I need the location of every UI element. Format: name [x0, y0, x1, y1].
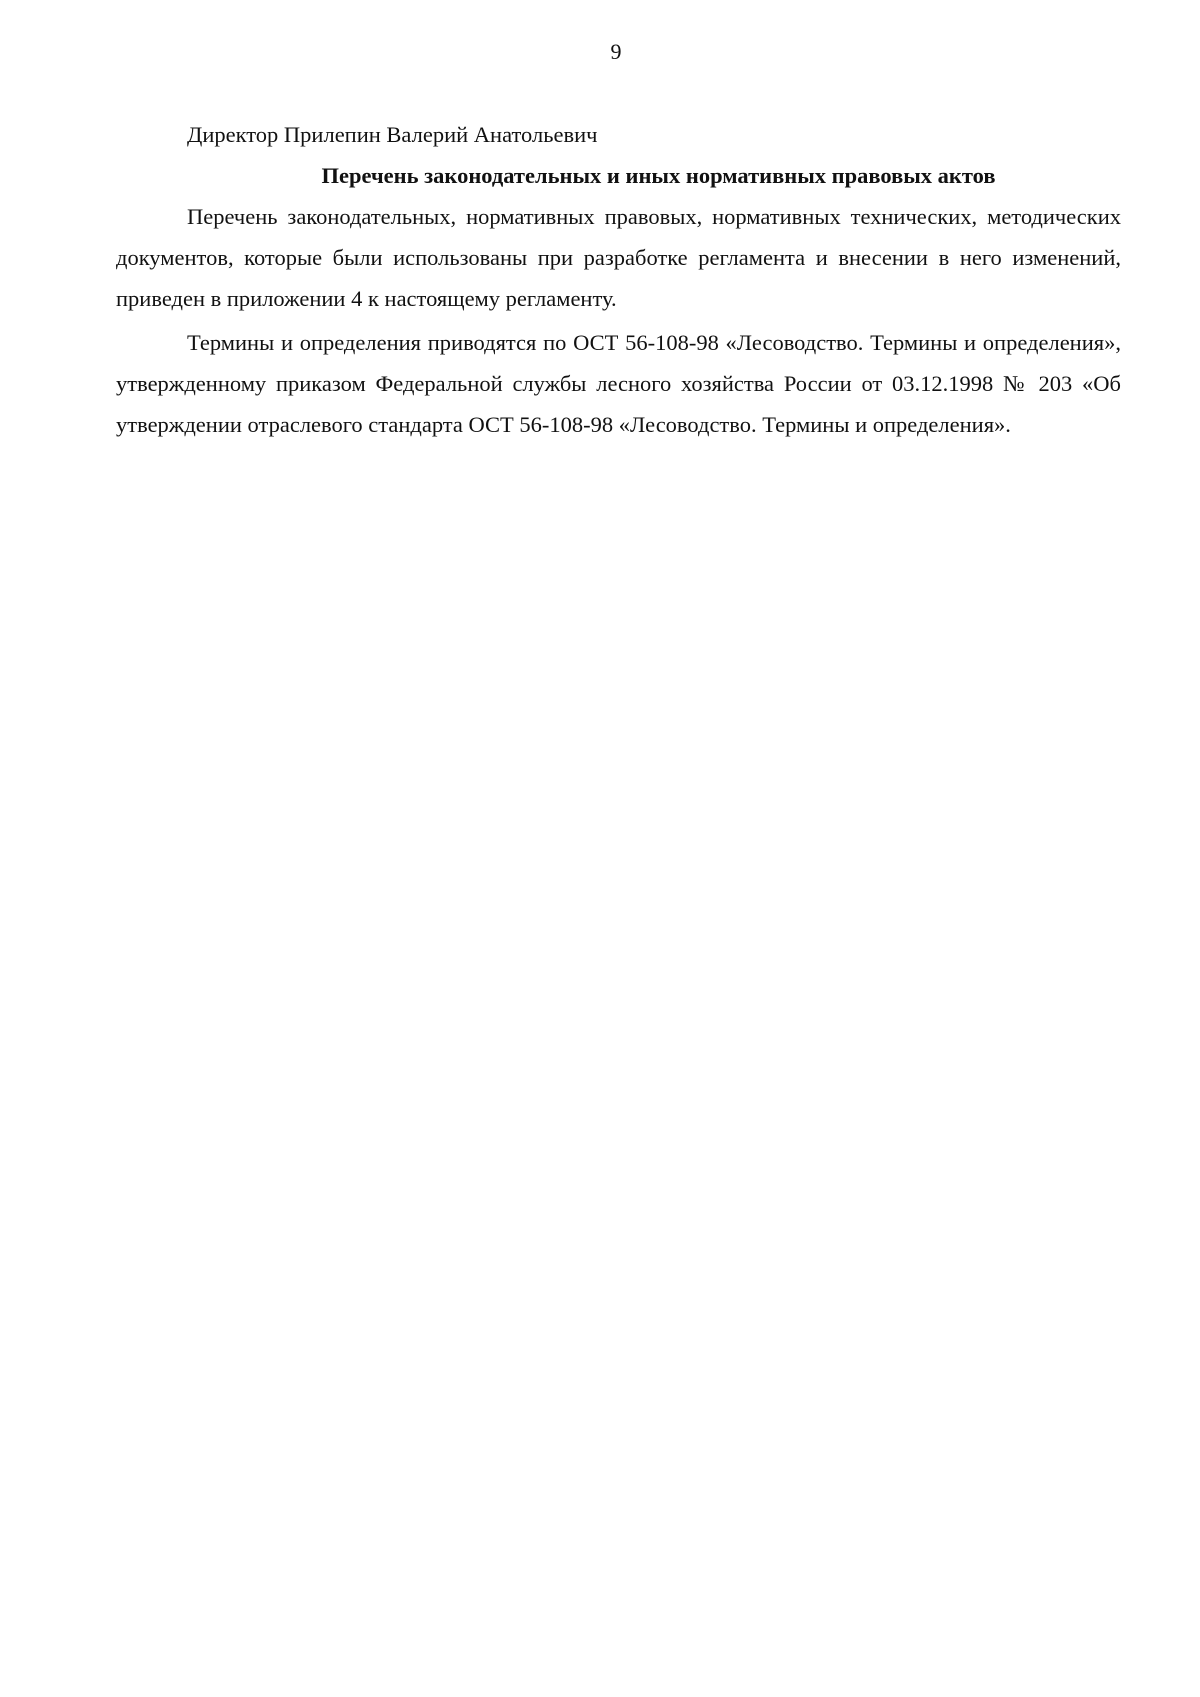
director-line: Директор Прилепин Валерий Анатольевич [187, 122, 598, 147]
paragraph-legal-acts: Перечень законодательных, нормативных правовых, нормативных технических, методических документов, которые были использованы при разработке регламента и внесении в него изменений, приведен в приложении 4 к настоящему регламенту. [116, 204, 1121, 311]
paragraph-terms: Термины и определения приводятся по ОСТ 56-108-98 «Лесоводство. Термины и определения», утвержденному приказом Федеральной службы лесного хозяйства России от 03.12.1998 № 203 «Об утверждении отраслевого стандарта ОСТ 56-108-98 «Лесоводство. Термины и определения». [116, 330, 1121, 437]
document-body [116, 114, 1121, 445]
section-title: Перечень законодательных и иных нормативных правовых актов [321, 163, 996, 188]
page-number: 9 [610, 39, 622, 64]
